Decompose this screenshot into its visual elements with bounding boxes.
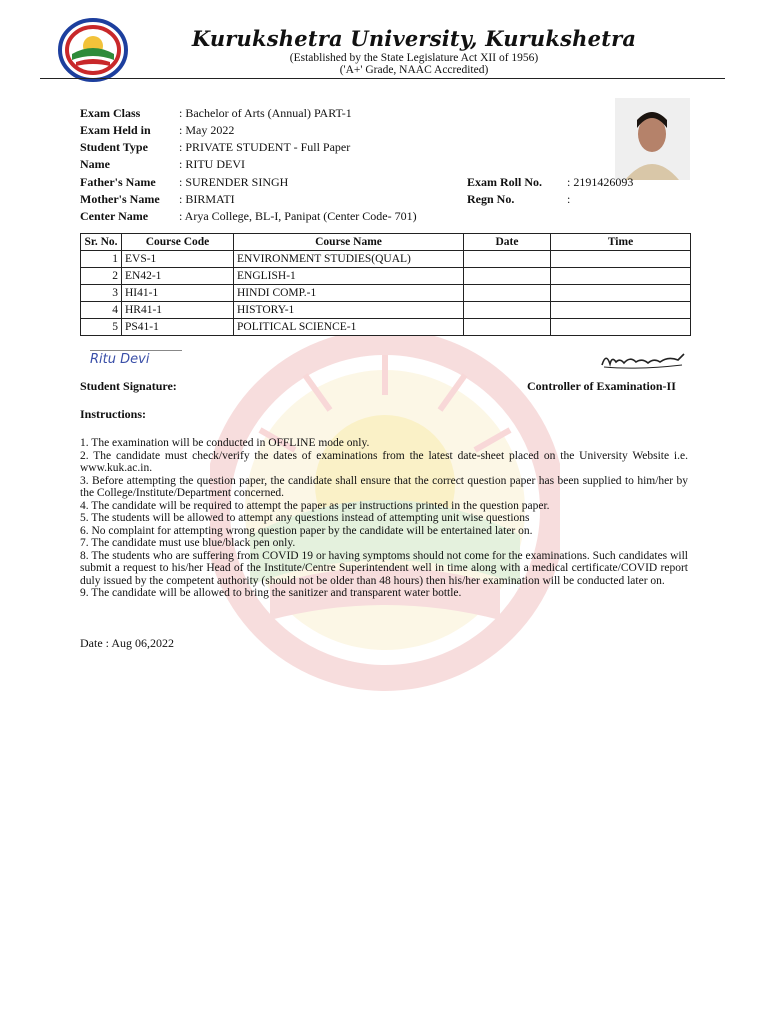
center-name-value: : Arya College, BL-I, Panipat (Center Code- 701): [179, 209, 417, 223]
cell-time: [551, 251, 691, 268]
cell-sr: 5: [81, 319, 122, 336]
student-info: [0, 0, 768, 230]
exam-held-label: Exam Held in: [80, 123, 151, 137]
controller-signature: [598, 350, 688, 370]
student-signature-line: [90, 350, 182, 351]
instruction-item: 4. The candidate will be required to attempt the paper as per instructions printed in the question paper.: [80, 499, 550, 512]
father-name-value: : SURENDER SINGH: [179, 175, 289, 189]
exam-roll-label: Exam Roll No.: [467, 175, 542, 189]
cell-sr: 3: [81, 285, 122, 302]
exam-roll-value: : 2191426093: [567, 175, 634, 189]
table-row: [81, 302, 691, 319]
instruction-item: 6. No complaint for attempting wrong question paper by the candidate will be entertained later on.: [80, 524, 533, 537]
cell-time: [551, 268, 691, 285]
table-row: [81, 251, 691, 268]
exam-held-value: : May 2022: [179, 123, 235, 137]
cell-time: [551, 319, 691, 336]
university-title: Kurukshetra University, Kurukshetra: [191, 26, 637, 51]
header-sr-no: Sr. No.: [81, 234, 122, 251]
instruction-item: 3. Before attempting the question paper, the candidate shall ensure that the correct question paper has been supplied to him/her by the College/Institute/Department concerned.: [80, 474, 688, 499]
instruction-item: 1. The examination will be conducted in OFFLINE mode only.: [80, 437, 370, 449]
father-name-label: Father's Name: [80, 175, 156, 189]
issue-date: Date : Aug 06,2022: [80, 636, 174, 650]
center-name-label: Center Name: [80, 209, 149, 223]
table-header-row: [81, 234, 691, 251]
cell-sr: 2: [81, 268, 122, 285]
cell-code: EVS-1: [122, 251, 234, 268]
cell-name: ENVIRONMENT STUDIES(QUAL): [234, 251, 464, 268]
student-type-value: : PRIVATE STUDENT - Full Paper: [179, 140, 351, 154]
mother-name-value: : BIRMATI: [179, 192, 235, 206]
instruction-item: 2. The candidate must check/verify the dates of examinations from the latest date-sheet placed on the University Website i.e. www.kuk.ac.in.: [80, 449, 688, 474]
mother-name-label: Mother's Name: [80, 192, 160, 206]
subtitle-accreditation: ('A+' Grade, NAAC Accredited): [339, 64, 489, 76]
course-table: [80, 233, 691, 336]
regn-no-label: Regn No.: [467, 192, 515, 206]
header-date: Date: [464, 234, 551, 251]
instruction-item: 9. The candidate will be allowed to bring the sanitizer and transparent water bottle.: [80, 587, 462, 599]
instruction-item: 8. The students who are suffering from COVID 19 or having symptoms should not come for the examinations. Such candidates will submit a request to his/her Head of the Institute/Centre Superintendent well in time along with a medical certificate/COVID report duly issued by the competent authority (should not be older than 48 hours) then his/her examination will be conducted later on.: [80, 549, 688, 587]
header-time: Time: [551, 234, 691, 251]
table-row: [81, 268, 691, 285]
cell-name: HISTORY-1: [234, 302, 464, 319]
instruction-item: 5. The students will be allowed to attempt any questions instead of attempting unit wise questions: [80, 512, 530, 524]
cell-code: EN42-1: [122, 268, 234, 285]
name-value: : RITU DEVI: [179, 157, 245, 171]
controller-signature-label: Controller of Examination-II: [527, 379, 676, 393]
cell-date: [464, 302, 551, 319]
cell-code: HI41-1: [122, 285, 234, 302]
cell-code: HR41-1: [122, 302, 234, 319]
cell-date: [464, 251, 551, 268]
student-signature-label: Student Signature:: [80, 379, 177, 393]
cell-time: [551, 285, 691, 302]
cell-name: ENGLISH-1: [234, 268, 464, 285]
cell-sr: 1: [81, 251, 122, 268]
table-row: [81, 319, 691, 336]
name-label: Name: [80, 157, 110, 171]
cell-sr: 4: [81, 302, 122, 319]
exam-class-value: : Bachelor of Arts (Annual) PART-1: [179, 106, 352, 120]
header-course-code: Course Code: [122, 234, 234, 251]
cell-time: [551, 302, 691, 319]
cell-date: [464, 285, 551, 302]
student-type-label: Student Type: [80, 140, 148, 154]
cell-date: [464, 319, 551, 336]
instruction-item: 7. The candidate must use blue/black pen only.: [80, 537, 296, 549]
header-course-name: Course Name: [234, 234, 464, 251]
exam-class-label: Exam Class: [80, 106, 141, 120]
instructions-heading: Instructions:: [80, 407, 147, 421]
cell-code: PS41-1: [122, 319, 234, 336]
regn-no-value: :: [567, 192, 571, 206]
cell-date: [464, 268, 551, 285]
subtitle-establishment: (Established by the State Legislature Act XII of 1956): [289, 52, 539, 64]
cell-name: POLITICAL SCIENCE-1: [234, 319, 464, 336]
cell-name: HINDI COMP.-1: [234, 285, 464, 302]
student-signature: Ritu Devi: [90, 352, 150, 367]
instructions-list: [80, 437, 688, 600]
table-row: [81, 285, 691, 302]
